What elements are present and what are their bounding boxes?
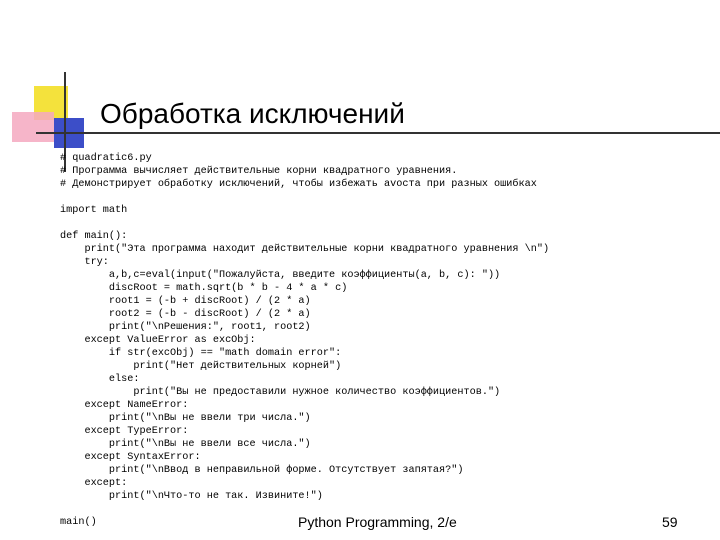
code-line: print("\nЧто-то не так. Извините!") (60, 491, 323, 502)
code-line: except NameError: (60, 400, 189, 411)
code-line: discRoot = math.sqrt(b * b - 4 * a * c) (60, 283, 348, 294)
code-line: # quadratic6.py (60, 153, 152, 164)
title-underline (36, 132, 720, 134)
code-line: print("\nВы не ввели все числа.") (60, 439, 311, 450)
code-line: def main(): (60, 231, 128, 242)
code-line: print("Нет действительных корней") (60, 361, 342, 372)
code-block (60, 152, 549, 529)
code-line: main() (60, 517, 97, 528)
code-line: a,b,c=eval(input("Пожалуйста, введите коэффициенты(a, b, c): ")) (60, 270, 501, 281)
code-line: root2 = (-b - discRoot) / (2 * a) (60, 309, 311, 320)
footer-text: Python Programming, 2/e (298, 514, 457, 530)
code-line: print("\nВвод в неправильной форме. Отсутствует запятая?") (60, 465, 464, 476)
code-line: else: (60, 374, 140, 385)
code-line (60, 191, 549, 204)
decor-square-red (12, 112, 54, 142)
code-line: # Программа вычисляет действительные корни квадратного уравнения. (60, 166, 458, 177)
code-line: root1 = (-b + discRoot) / (2 * a) (60, 296, 311, 307)
code-line: try: (60, 257, 109, 268)
code-line: if str(excObj) == "math domain error": (60, 348, 342, 359)
code-line (60, 217, 549, 230)
code-line: except ValueError as excObj: (60, 335, 256, 346)
code-line: print("\nВы не ввели три числа.") (60, 413, 311, 424)
code-line: print("Эта программа находит действительные корни квадратного уравнения \n") (60, 244, 550, 255)
code-line: import math (60, 205, 128, 216)
code-line: print("Вы не предоставили нужное количество коэффициентов.") (60, 387, 501, 398)
slide-title: Обработка исключений (100, 98, 405, 129)
code-line: except: (60, 478, 128, 489)
code-line: # Демонстрирует обработку исключений, чтобы избежать аvоста при разных ошибках (60, 179, 537, 190)
code-line: except TypeError: (60, 426, 189, 437)
code-line: print("\nРешения:", root1, root2) (60, 322, 311, 333)
page-number: 59 (662, 514, 678, 530)
code-line: except SyntaxError: (60, 452, 201, 463)
